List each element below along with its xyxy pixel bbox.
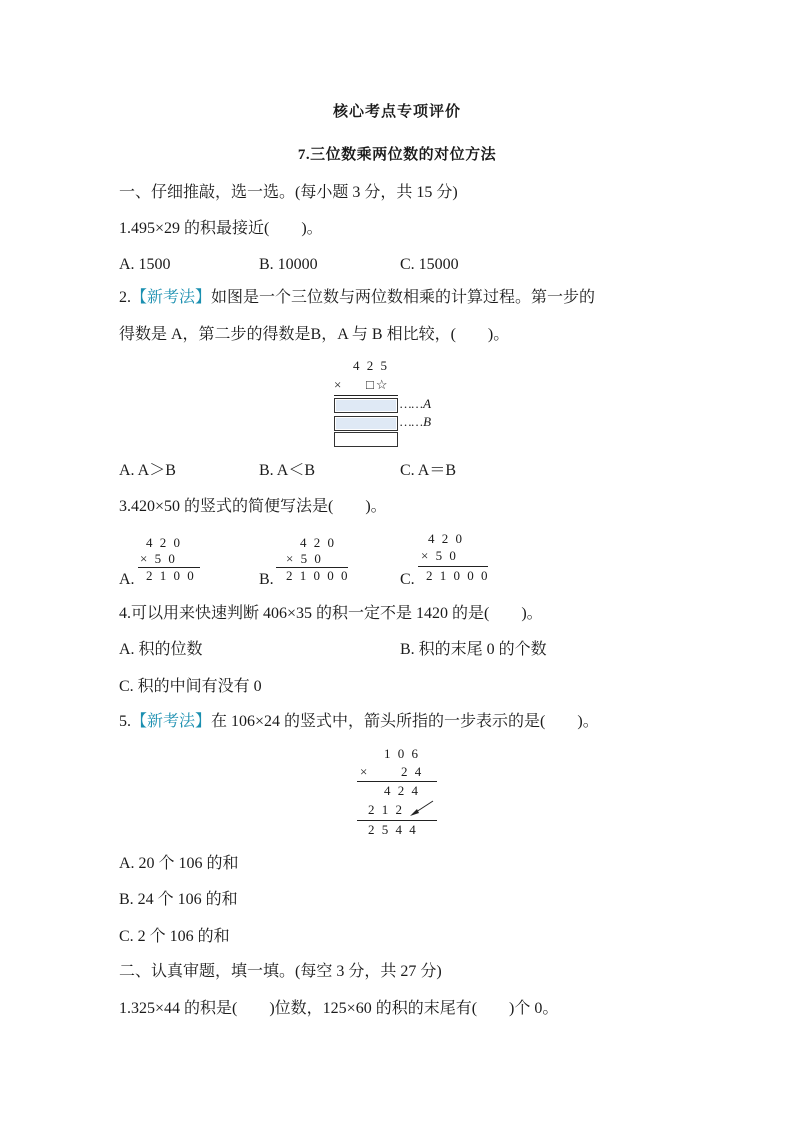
q4-option-a: A. 积的位数 (119, 641, 203, 658)
q2-fig-label-b: ……B (400, 414, 432, 429)
q5-option-a: A. 20 个 106 的和 (119, 855, 239, 872)
q2-option-a: A. A＞B (119, 462, 176, 479)
q1-option-b: B. 10000 (259, 256, 318, 273)
q2-stem-text: 如图是一个三位数与两位数相乘的计算过程。第一步的 (211, 289, 596, 306)
q2-fig-top-number: 4 2 5 (353, 358, 389, 373)
q3-option-a-mid: × 5 0 (140, 551, 177, 566)
q2-number: 2. (119, 289, 131, 306)
q5-option-b: B. 24 个 106 的和 (119, 891, 238, 908)
q4-option-b: B. 积的末尾 0 的个数 (400, 641, 547, 658)
q5-stem-text: 在 106×24 的竖式中，箭头所指的一步表示的是( )。 (211, 713, 599, 730)
q2-stem-line2: 得数是 A，第二步的得数是B，A 与 B 相比较，( )。 (119, 326, 510, 343)
q2-new-method-tag: 【新考法】 (131, 289, 212, 306)
q1-option-a: A. 1500 (119, 256, 171, 273)
q5-number: 5. (119, 713, 131, 730)
q3-stem: 3.420×50 的竖式的简便写法是( )。 (119, 498, 387, 515)
page-title: 核心考点专项评价 (332, 104, 461, 120)
q3-option-b-mid: × 5 0 (286, 551, 323, 566)
q3-option-c-top: 4 2 0 (428, 531, 464, 546)
section1-heading: 一、仔细推敲，选一选。(每小题 3 分，共 15 分) (119, 184, 458, 201)
page-subtitle: 7.三位数乘两位数的对位方法 (297, 147, 497, 163)
q5-fig-row2: 2 4 (401, 764, 424, 779)
q3-option-a-result: 2 1 0 0 (146, 568, 196, 583)
q3-option-a-label: A. (119, 571, 135, 588)
q2-fig-times-sign: × (334, 377, 344, 392)
section2-heading: 二、认真审题，填一填。(每空 3 分，共 27 分) (119, 963, 442, 980)
q5-fig-line2 (357, 820, 437, 821)
q5-option-c: C. 2 个 106 的和 (119, 928, 230, 945)
q5-fig-row3: 4 2 4 (384, 783, 420, 798)
q2-fig-label-a: ……A (400, 396, 432, 411)
q5-fig-times-sign: × (360, 764, 370, 779)
q3-option-b-result: 2 1 0 0 0 (286, 568, 350, 583)
s2-q1-stem: 1.325×44 的积是( )位数，125×60 的积的末尾有( )个 0。 (119, 1000, 559, 1017)
q1-stem: 1.495×29 的积最接近( )。 (119, 220, 323, 237)
q5-new-method-tag: 【新考法】 (131, 713, 212, 730)
q4-stem: 4.可以用来快速判断 406×35 的积一定不是 1420 的是( )。 (119, 605, 543, 622)
q2-option-b: B. A＜B (259, 462, 316, 479)
q4-option-c: C. 积的中间有没有 0 (119, 678, 262, 695)
q3-option-c-result: 2 1 0 0 0 (426, 568, 490, 583)
q3-option-a-top: 4 2 0 (146, 535, 182, 550)
q5-fig-row5: 2 5 4 4 (368, 822, 418, 837)
q3-option-c-mid: × 5 0 (421, 548, 458, 563)
q1-option-c: C. 15000 (400, 256, 459, 273)
q2-fig-box-star: □☆ (366, 377, 390, 392)
q2-option-c: C. A＝B (400, 462, 457, 479)
q3-option-b-top: 4 2 0 (300, 535, 336, 550)
q3-option-c-label: C. (400, 571, 415, 588)
q5-fig-row4: 2 1 2 (368, 802, 404, 817)
q5-fig-row1: 1 0 6 (384, 746, 420, 761)
q3-option-b-label: B. (259, 571, 274, 588)
